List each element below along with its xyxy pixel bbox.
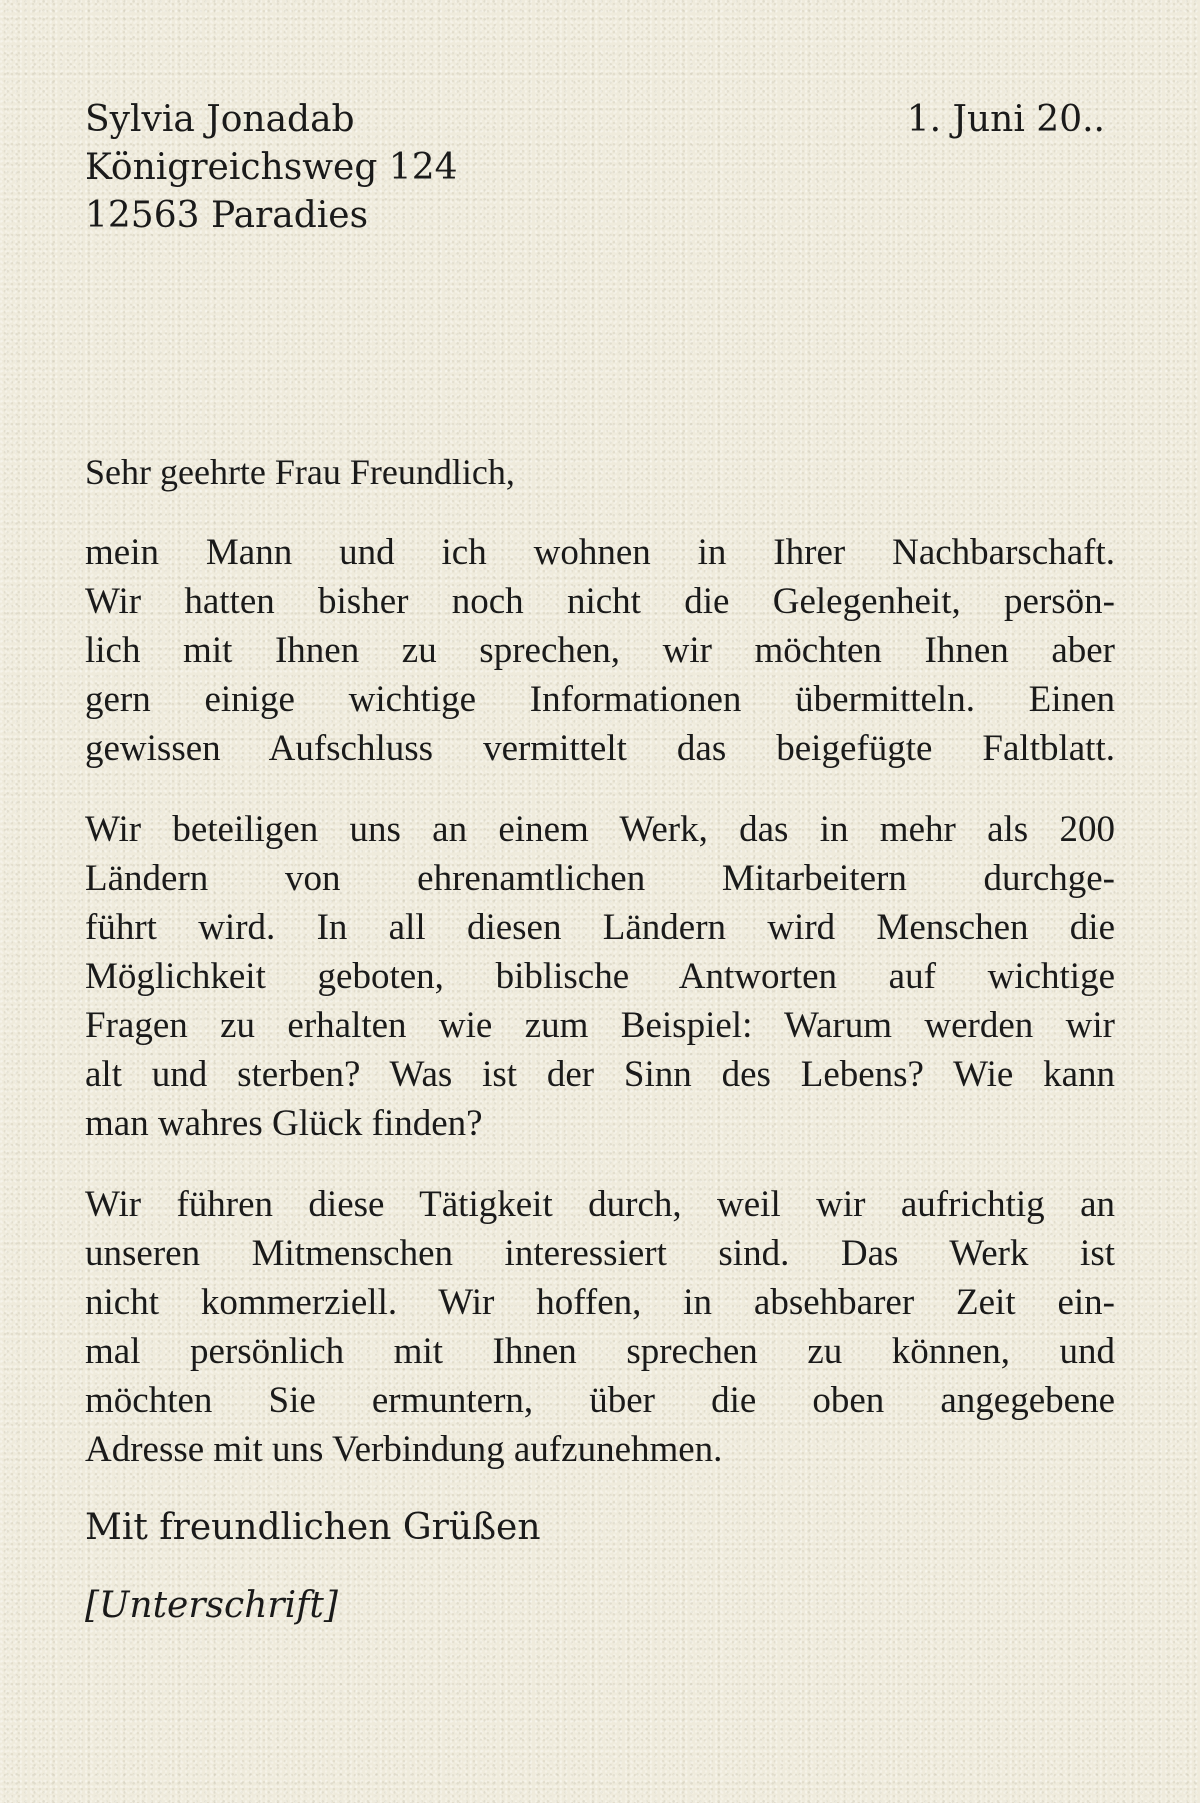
text-line: führt wird. In all diesen Ländern wird Menschen die — [85, 907, 1115, 948]
sender-name: Sylvia Jonadab — [85, 99, 355, 140]
sender-street: Königreichsweg 124 — [85, 147, 458, 188]
text-line: gern einige wichtige Informationen übermitteln. Einen — [85, 679, 1115, 720]
text-line: alt und sterben? Was ist der Sinn des Lebens? Wie kann — [85, 1054, 1115, 1095]
text-line: mal persönlich mit Ihnen sprechen zu können, und — [85, 1331, 1115, 1372]
closing: Mit freundlichen Grüßen — [85, 1507, 541, 1548]
letter-date: 1. Juni 20.. — [906, 99, 1105, 140]
text-line: Ländern von ehrenamtlichen Mitarbeitern durchge- — [85, 858, 1115, 899]
text-line: Möglichkeit geboten, biblische Antworten auf wichtige — [85, 956, 1115, 997]
text-line: nicht kommerziell. Wir hoffen, in absehbarer Zeit ein- — [85, 1282, 1115, 1323]
text-line: möchten Sie ermuntern, über die oben angegebene — [85, 1380, 1115, 1421]
letter-header — [85, 96, 1115, 246]
text-line: man wahres Glück finden? — [85, 1103, 483, 1144]
letter — [85, 96, 1115, 1630]
salutation: Sehr geehrte Frau Freundlich, — [85, 452, 515, 492]
text-line: gewissen Aufschluss vermittelt das beigefügte Faltblatt. — [85, 728, 1115, 769]
text-line: Wir beteiligen uns an einem Werk, das in mehr als 200 — [85, 809, 1115, 850]
paragraph-3 — [85, 1180, 1115, 1474]
sender-city: 12563 Paradies — [85, 195, 369, 236]
text-line: mein Mann und ich wohnen in Ihrer Nachbarschaft. — [85, 532, 1115, 573]
paragraph-2 — [85, 805, 1115, 1148]
text-line: Wir führen diese Tätigkeit durch, weil wir aufrichtig an — [85, 1184, 1115, 1225]
paragraph-1 — [85, 528, 1115, 773]
text-line: Adresse mit uns Verbindung aufzunehmen. — [85, 1429, 723, 1470]
text-line: Wir hatten bisher noch nicht die Gelegenheit, persön- — [85, 581, 1115, 622]
text-line: Fragen zu erhalten wie zum Beispiel: Warum werden wir — [85, 1005, 1115, 1046]
text-line: lich mit Ihnen zu sprechen, wir möchten Ihnen aber — [85, 630, 1115, 671]
signature-placeholder: [Unterschrift] — [85, 1585, 338, 1626]
text-line: unseren Mitmenschen interessiert sind. Das Werk ist — [85, 1233, 1115, 1274]
